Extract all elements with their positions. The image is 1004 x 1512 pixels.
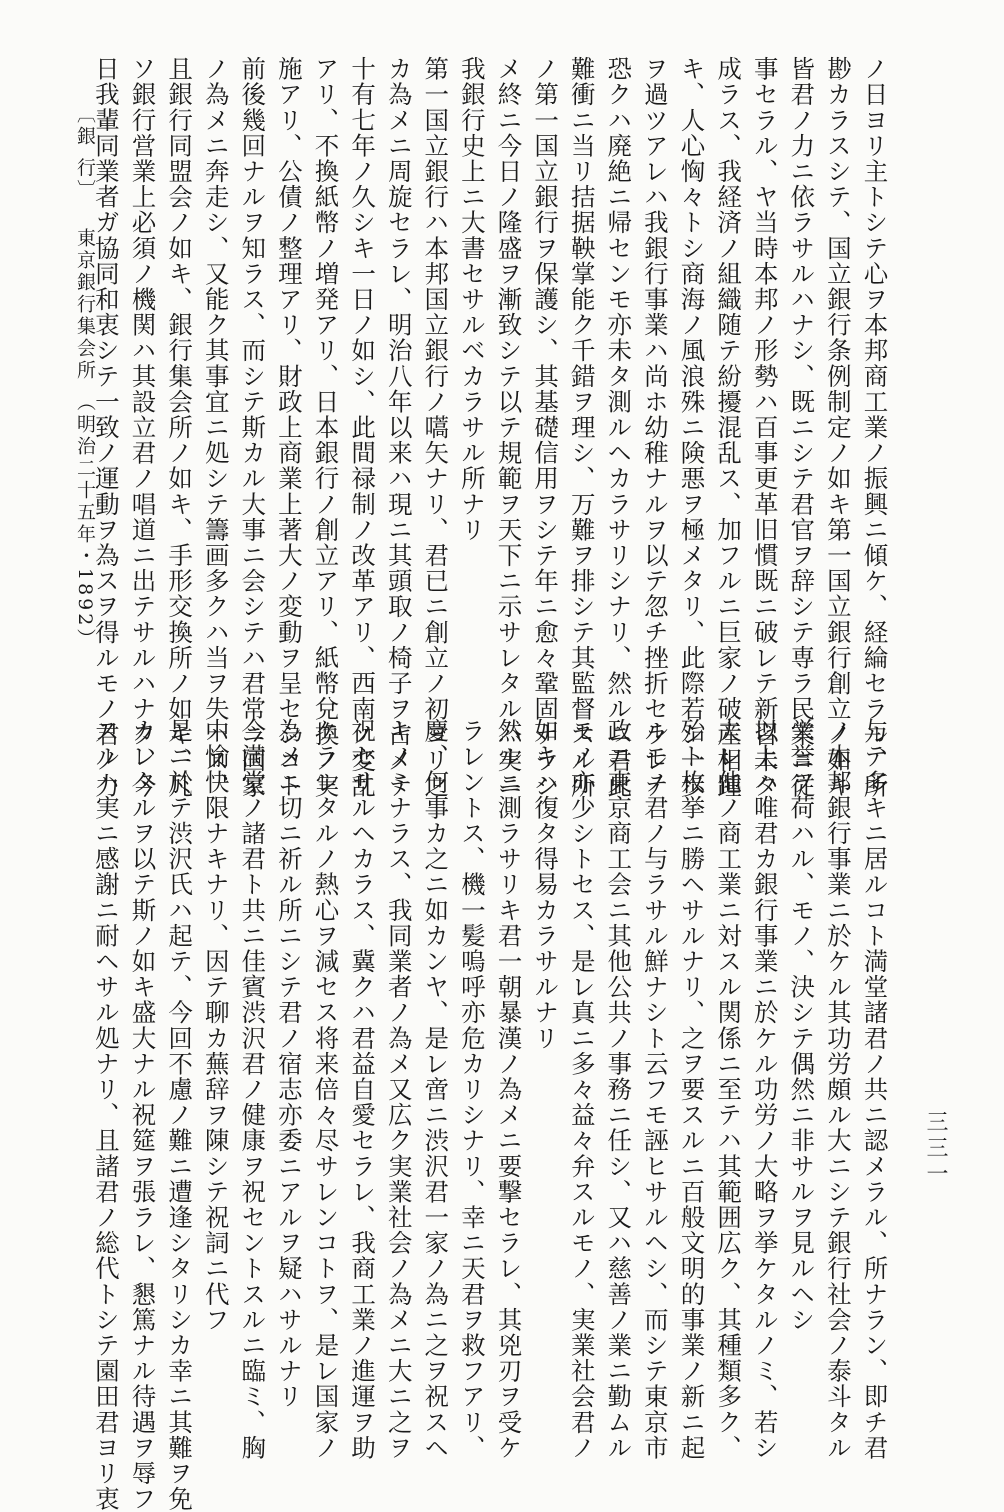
text-column: メ終ニ今日ノ隆盛ヲ漸致シテ以テ規範ヲ天下ニ示サレタルハ実ニ <box>494 56 524 799</box>
text-column: 恐クハ廃絶ニ帰センモ亦未タ測ルヘカラサリシナリ、然ルニ君此 <box>604 56 634 799</box>
text-column: 難衝ニ当リ拮据鞅掌能ク千錯ヲ理シ、万難ヲ排シテ其監督スル所 <box>567 56 597 799</box>
text-column: ルモノ君ノ与ラサル鮮ナシト云フモ誣ヒサルヘシ、而シテ東京市 <box>640 718 670 1461</box>
text-column: カレタルヲ以テ斯ノ如キ盛大ナル祝筵ヲ張ラレ、懇篤ナル待遇ヲ辱フ <box>128 718 158 1512</box>
text-column: ケラレタルノ熱心ヲ減セス将来倍々尽サレンコトヲ、是レ国家ノ <box>311 718 341 1461</box>
text-column: 夫レ他ノ商工業ニ対スル関係ニ至テハ其範囲広ク、其種類多ク、 <box>714 718 744 1461</box>
text-column: モノ亦少シトセス、是レ真ニ多々益々弁スルモノ、実業社会君ノ <box>567 718 597 1461</box>
text-column: 成ラス、我経済ノ組織随テ紛擾混乱ス、加フルニ巨家ノ破産相踵 <box>714 56 744 799</box>
text-column: ノ第一国立銀行ヲ保護シ、其基礎信用ヲシテ年ニ愈々鞏固ナラシ <box>531 56 561 799</box>
text-column: 慶、何事カ之ニ如カンヤ、是レ啻ニ渋沢君一家ノ為ニ之ヲ祝スヘ <box>421 718 451 1461</box>
text-column: 今満堂ノ諸君ト共ニ佳賓渋沢君ノ健康ヲ祝セントスルニ臨ミ、胸 <box>238 718 268 1461</box>
text-column: 祝セサルヘカラス、冀クハ君益自愛セラレ、我商工業ノ進運ヲ助 <box>348 718 378 1461</box>
text-column: 我銀行史上ニ大書セサルベカラサル所ナリ <box>457 56 487 543</box>
page-number: 三三一 <box>923 1110 948 1188</box>
text-column: 政ニ東京商工会ニ其他公共ノ事務ニ任シ、又ハ慈善ノ業ニ勤ムル <box>604 718 634 1461</box>
source-date: （明治二十五年・1892） <box>74 392 96 651</box>
text-column: 如キハ復タ得易カラサルナリ <box>531 718 561 1051</box>
text-column: ラレントス、機一髪嗚呼亦危カリシナリ、幸ニ天君ヲ救フアリ、 <box>457 718 487 1461</box>
text-column: 与テ多キニ居ルコト満堂諸君ノ共ニ認メラル、所ナラン、即チ君 <box>860 718 890 1461</box>
text-column: ノ日ヨリ主トシテ心ヲ本邦商工業ノ振興ニ傾ケ、経綸セラル、所 <box>860 56 890 799</box>
text-column: ヲ過ツアレハ我銀行事業ハ尚ホ幼稚ナルヲ以テ忽チ挫折セラレテ <box>640 56 670 799</box>
text-column: カ為メニ周旋セラレ、明治八年以来ハ現ニ其頭取ノ椅子ヲ占メテ <box>384 56 414 799</box>
text-column: スルハ実ニ感謝ニ耐ヘサル処ナリ、且諸君ノ総代トシテ園田君ヨリ衷 <box>91 718 121 1512</box>
text-column: ノ本邦銀行事業ニ於ケル其功労頗ル大ニシテ銀行社会ノ泰斗タル <box>823 718 853 1461</box>
text-column: 尠カラスシテ、国立銀行条例制定ノ如キ第一国立銀行創立ノ如キ <box>823 56 853 799</box>
text-column: 是ニ於テ渋沢氏ハ起テ、今回不慮ノ難ニ遭逢シタリシカ幸ニ其難ヲ免 <box>165 718 195 1512</box>
text-column: ソ銀行営業上必須ノ機関ハ其設立君ノ唱道ニ出テサルハナク、今 <box>128 56 158 799</box>
text-column: 第一国立銀行ハ本邦国立銀行ノ嚆矢ナリ、君已ニ創立ノ初ヨリ之 <box>421 56 451 799</box>
text-column: 前後幾回ナルヲ知ラス、而シテ斯カル大事ニ会シテハ君常ニ国家 <box>238 56 268 799</box>
text-column: 施アリ、公債ノ整理アリ、財政上商業上著大ノ変動ヲ呈セシコト <box>274 56 304 799</box>
text-column: 事セラル、ヤ当時本邦ノ形勢ハ百事更革旧慣既ニ破レテ新習未タ <box>750 56 780 799</box>
text-column: 日我輩同業者ガ協同和衷シテ一致ノ運動ヲ為スヲ得ルモノ君ノ力 <box>91 56 121 799</box>
text-column: キノミナラス、我同業者ノ為メ又広ク実業社会ノ為メニ大ニ之ヲ <box>384 718 414 1461</box>
text-column: 然ルニ測ラサリキ君一朝暴漢ノ為メニ要撃セラレ、其兇刃ヲ受ケ <box>494 718 524 1461</box>
text-column: 以上ハ唯君カ銀行事業ニ於ケル功労ノ大略ヲ挙ケタルノミ、若シ <box>750 718 780 1461</box>
text-column: 且銀行同盟会ノ如キ、銀行集会所ノ如キ、手形交換所ノ如キ、凡 <box>165 56 195 799</box>
source-category: 〔銀 行〕 <box>74 104 96 202</box>
text-column: ノ為メニ奔走シ、又能ク其事宜ニ処シテ籌画多クハ当ヲ失ハス、 <box>201 56 231 799</box>
text-column: キ、人心恟々トシ商海ノ風浪殊ニ険悪ヲ極メタリ、此際若シ一歩 <box>677 56 707 799</box>
text-column: アリ、不換紙幣ノ増発アリ、日本銀行ノ創立アリ、紙幣兌換ノ実 <box>311 56 341 799</box>
text-column: 殆ト枚挙ニ勝ヘサルナリ、之ヲ要スルニ百般文明的事業ノ新ニ起 <box>677 718 707 1461</box>
text-column: 為メニ切ニ祈ル所ニシテ君ノ宿志亦委ニアルヲ疑ハサルナリ <box>274 718 304 1410</box>
source-organization: 東京銀行集会所 <box>74 228 96 382</box>
text-column: 中愉快限ナキナリ、因テ聊カ蕪辞ヲ陳シテ祝詞ニ代フ <box>201 718 231 1333</box>
text-column: 皆君ノ力ニ依ラサルハナシ、既ニシテ君官ヲ辞シテ専ラ民業ニ従 <box>787 56 817 799</box>
text-column: 十有七年ノ久シキ一日ノ如シ、此間禄制ノ改革アリ、西南ノ変乱 <box>348 56 378 799</box>
text-column: 栄誉ヲ荷ハル、モノ、決シテ偶然ニ非サルヲ見ルヘシ <box>787 718 817 1333</box>
